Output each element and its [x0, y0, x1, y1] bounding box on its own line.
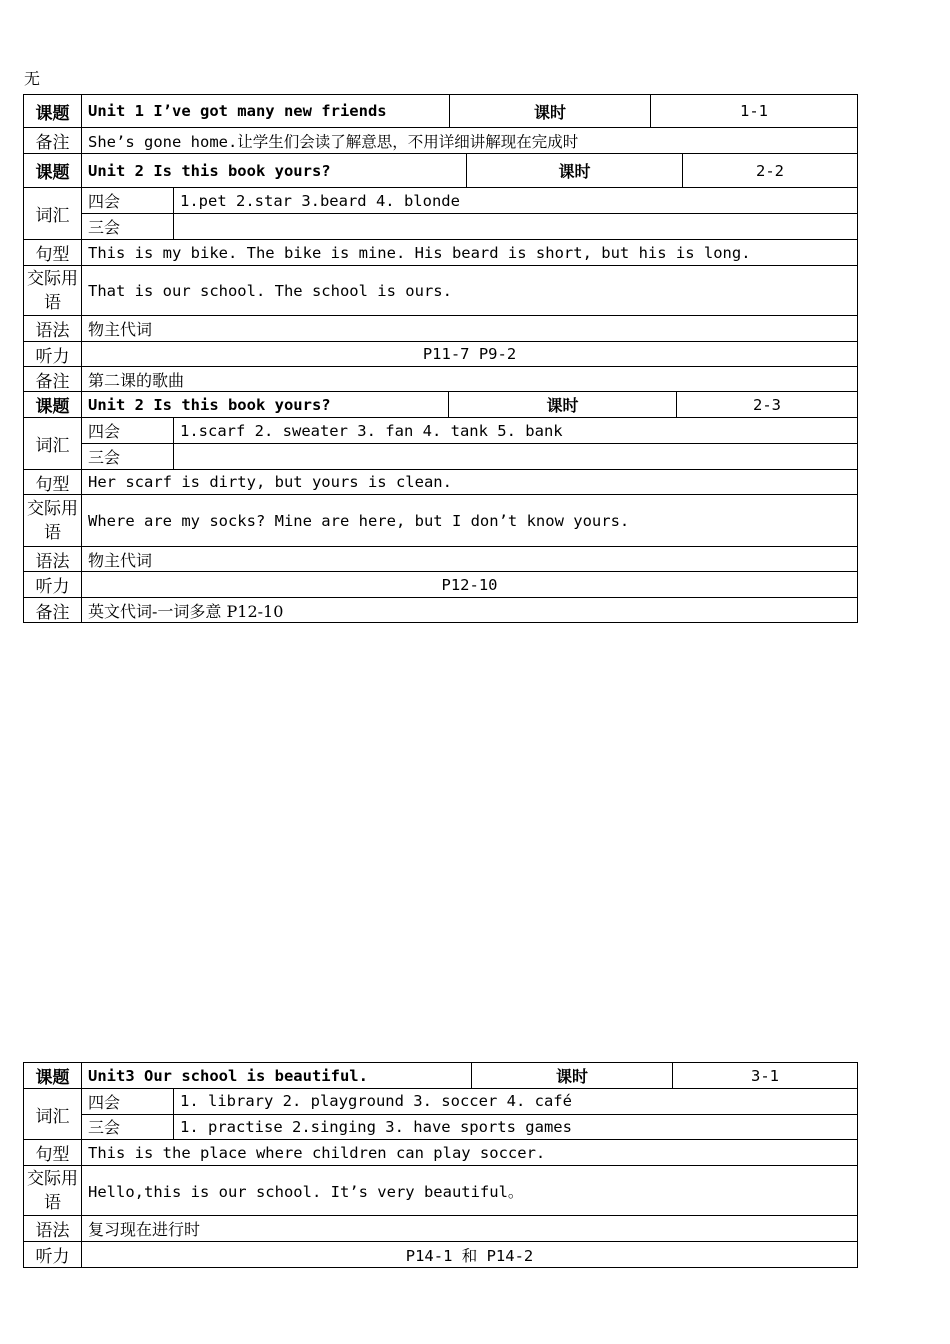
topic-row — [24, 154, 857, 188]
note-row — [24, 128, 857, 153]
vocab-four-value: 1. library 2. playground 3. soccer 4. café — [180, 1092, 572, 1111]
topic-row — [24, 95, 857, 127]
vocab-row — [24, 188, 857, 240]
vocab-four-label: 四会 — [82, 418, 174, 443]
sentence-row — [24, 240, 857, 266]
vocab-four-value: 1.scarf 2. sweater 3. fan 4. tank 5. bank — [180, 421, 563, 440]
period-value: 3-1 — [751, 1066, 779, 1085]
topic-row — [24, 392, 857, 418]
grammar-value: 物主代词 — [88, 320, 153, 339]
vocab-three-label: 三会 — [82, 214, 174, 239]
sentence-row — [24, 470, 857, 495]
grammar-value: 复习现在进行时 — [88, 1220, 201, 1239]
period-value: 1-1 — [740, 102, 768, 120]
period-value: 2-2 — [756, 161, 784, 180]
topic-label: 课题 — [24, 392, 82, 417]
comm-label: 交际用语 — [24, 1166, 82, 1215]
vocab-four-label: 四会 — [82, 1089, 174, 1114]
topic-value: Unit 1 I’ve got many new friends — [82, 95, 450, 127]
topic-value: Unit 2 Is this book yours? — [82, 392, 449, 417]
grammar-value: 物主代词 — [88, 550, 153, 570]
topic-label: 课题 — [24, 1063, 82, 1088]
sentence-value: This is my bike. The bike is mine. His beard is short, but his is long. — [88, 243, 751, 262]
vocab-row — [24, 418, 857, 470]
comm-value: Hello,this is our school. It’s very beautiful。 — [88, 1182, 524, 1201]
vocab-three-value — [174, 444, 857, 469]
vocab-four-label: 四会 — [82, 188, 174, 213]
sentence-label: 句型 — [24, 470, 82, 494]
note-label: 备注 — [24, 598, 82, 622]
period-label: 课时 — [467, 154, 683, 187]
lesson-1-table — [23, 94, 858, 128]
sentence-label: 句型 — [24, 1140, 82, 1165]
topic-label: 课题 — [24, 154, 82, 187]
vocab-three-label: 三会 — [82, 1115, 174, 1140]
note-row — [24, 367, 857, 392]
vocab-label: 词汇 — [24, 1089, 82, 1139]
vocab-label: 词汇 — [24, 418, 82, 469]
listening-value: P14-1 和 P14-2 — [405, 1246, 534, 1265]
period-label: 课时 — [449, 392, 677, 417]
grammar-row — [24, 547, 857, 572]
grammar-label: 语法 — [24, 316, 82, 341]
comm-row — [24, 495, 857, 547]
note-label: 备注 — [24, 367, 82, 391]
listening-label: 听力 — [24, 572, 82, 597]
lesson-1-note-table — [23, 127, 858, 154]
period-value: 2-3 — [753, 395, 781, 414]
lesson-2-3-table — [23, 153, 858, 623]
listening-value: P11-7 P9-2 — [422, 345, 517, 363]
topic-value: Unit3 Our school is beautiful. — [82, 1063, 472, 1088]
comm-label: 交际用语 — [24, 495, 82, 546]
grammar-row — [24, 1216, 857, 1242]
listening-row — [24, 342, 857, 367]
listening-label: 听力 — [24, 342, 82, 366]
grammar-label: 语法 — [24, 1216, 82, 1241]
vocab-three-value — [174, 214, 857, 239]
listening-value: P12-10 — [441, 575, 498, 594]
sentence-value: Her scarf is dirty, but yours is clean. — [88, 473, 452, 491]
topic-value: Unit 2 Is this book yours? — [82, 154, 467, 187]
note-label: 备注 — [24, 128, 82, 153]
vocab-four-value: 1.pet 2.star 3.beard 4. blonde — [180, 191, 460, 210]
note-value: 英文代词-一词多意 P12-10 — [88, 601, 284, 621]
listening-label: 听力 — [24, 1242, 82, 1267]
comm-label: 交际用语 — [24, 266, 82, 315]
comm-row — [24, 1166, 857, 1216]
comm-row — [24, 266, 857, 316]
comm-value: That is our school. The school is ours. — [88, 281, 452, 300]
note-row — [24, 598, 857, 622]
sentence-row — [24, 1140, 857, 1166]
page-label: 无 — [24, 69, 41, 88]
listening-row — [24, 572, 857, 598]
vocab-row — [24, 1089, 857, 1140]
sentence-value: This is the place where children can play soccer. — [88, 1143, 546, 1162]
lesson-4-table — [23, 1062, 858, 1268]
sentence-label: 句型 — [24, 240, 82, 265]
grammar-row — [24, 316, 857, 342]
note-value: She’s gone home.让学生们会读了解意思，不用详细讲解现在完成时 — [88, 132, 579, 151]
topic-row — [24, 1063, 857, 1089]
grammar-label: 语法 — [24, 547, 82, 571]
period-label: 课时 — [450, 95, 651, 127]
vocab-label: 词汇 — [24, 188, 82, 239]
vocab-three-label: 三会 — [82, 444, 174, 469]
topic-label: 课题 — [24, 95, 82, 127]
period-label: 课时 — [472, 1063, 673, 1088]
comm-value: Where are my socks? Mine are here, but I don’t know yours. — [88, 511, 630, 530]
note-value: 第二课的歌曲 — [88, 370, 185, 390]
vocab-three-value: 1. practise 2.singing 3. have sports games — [180, 1117, 572, 1136]
listening-row — [24, 1242, 857, 1267]
